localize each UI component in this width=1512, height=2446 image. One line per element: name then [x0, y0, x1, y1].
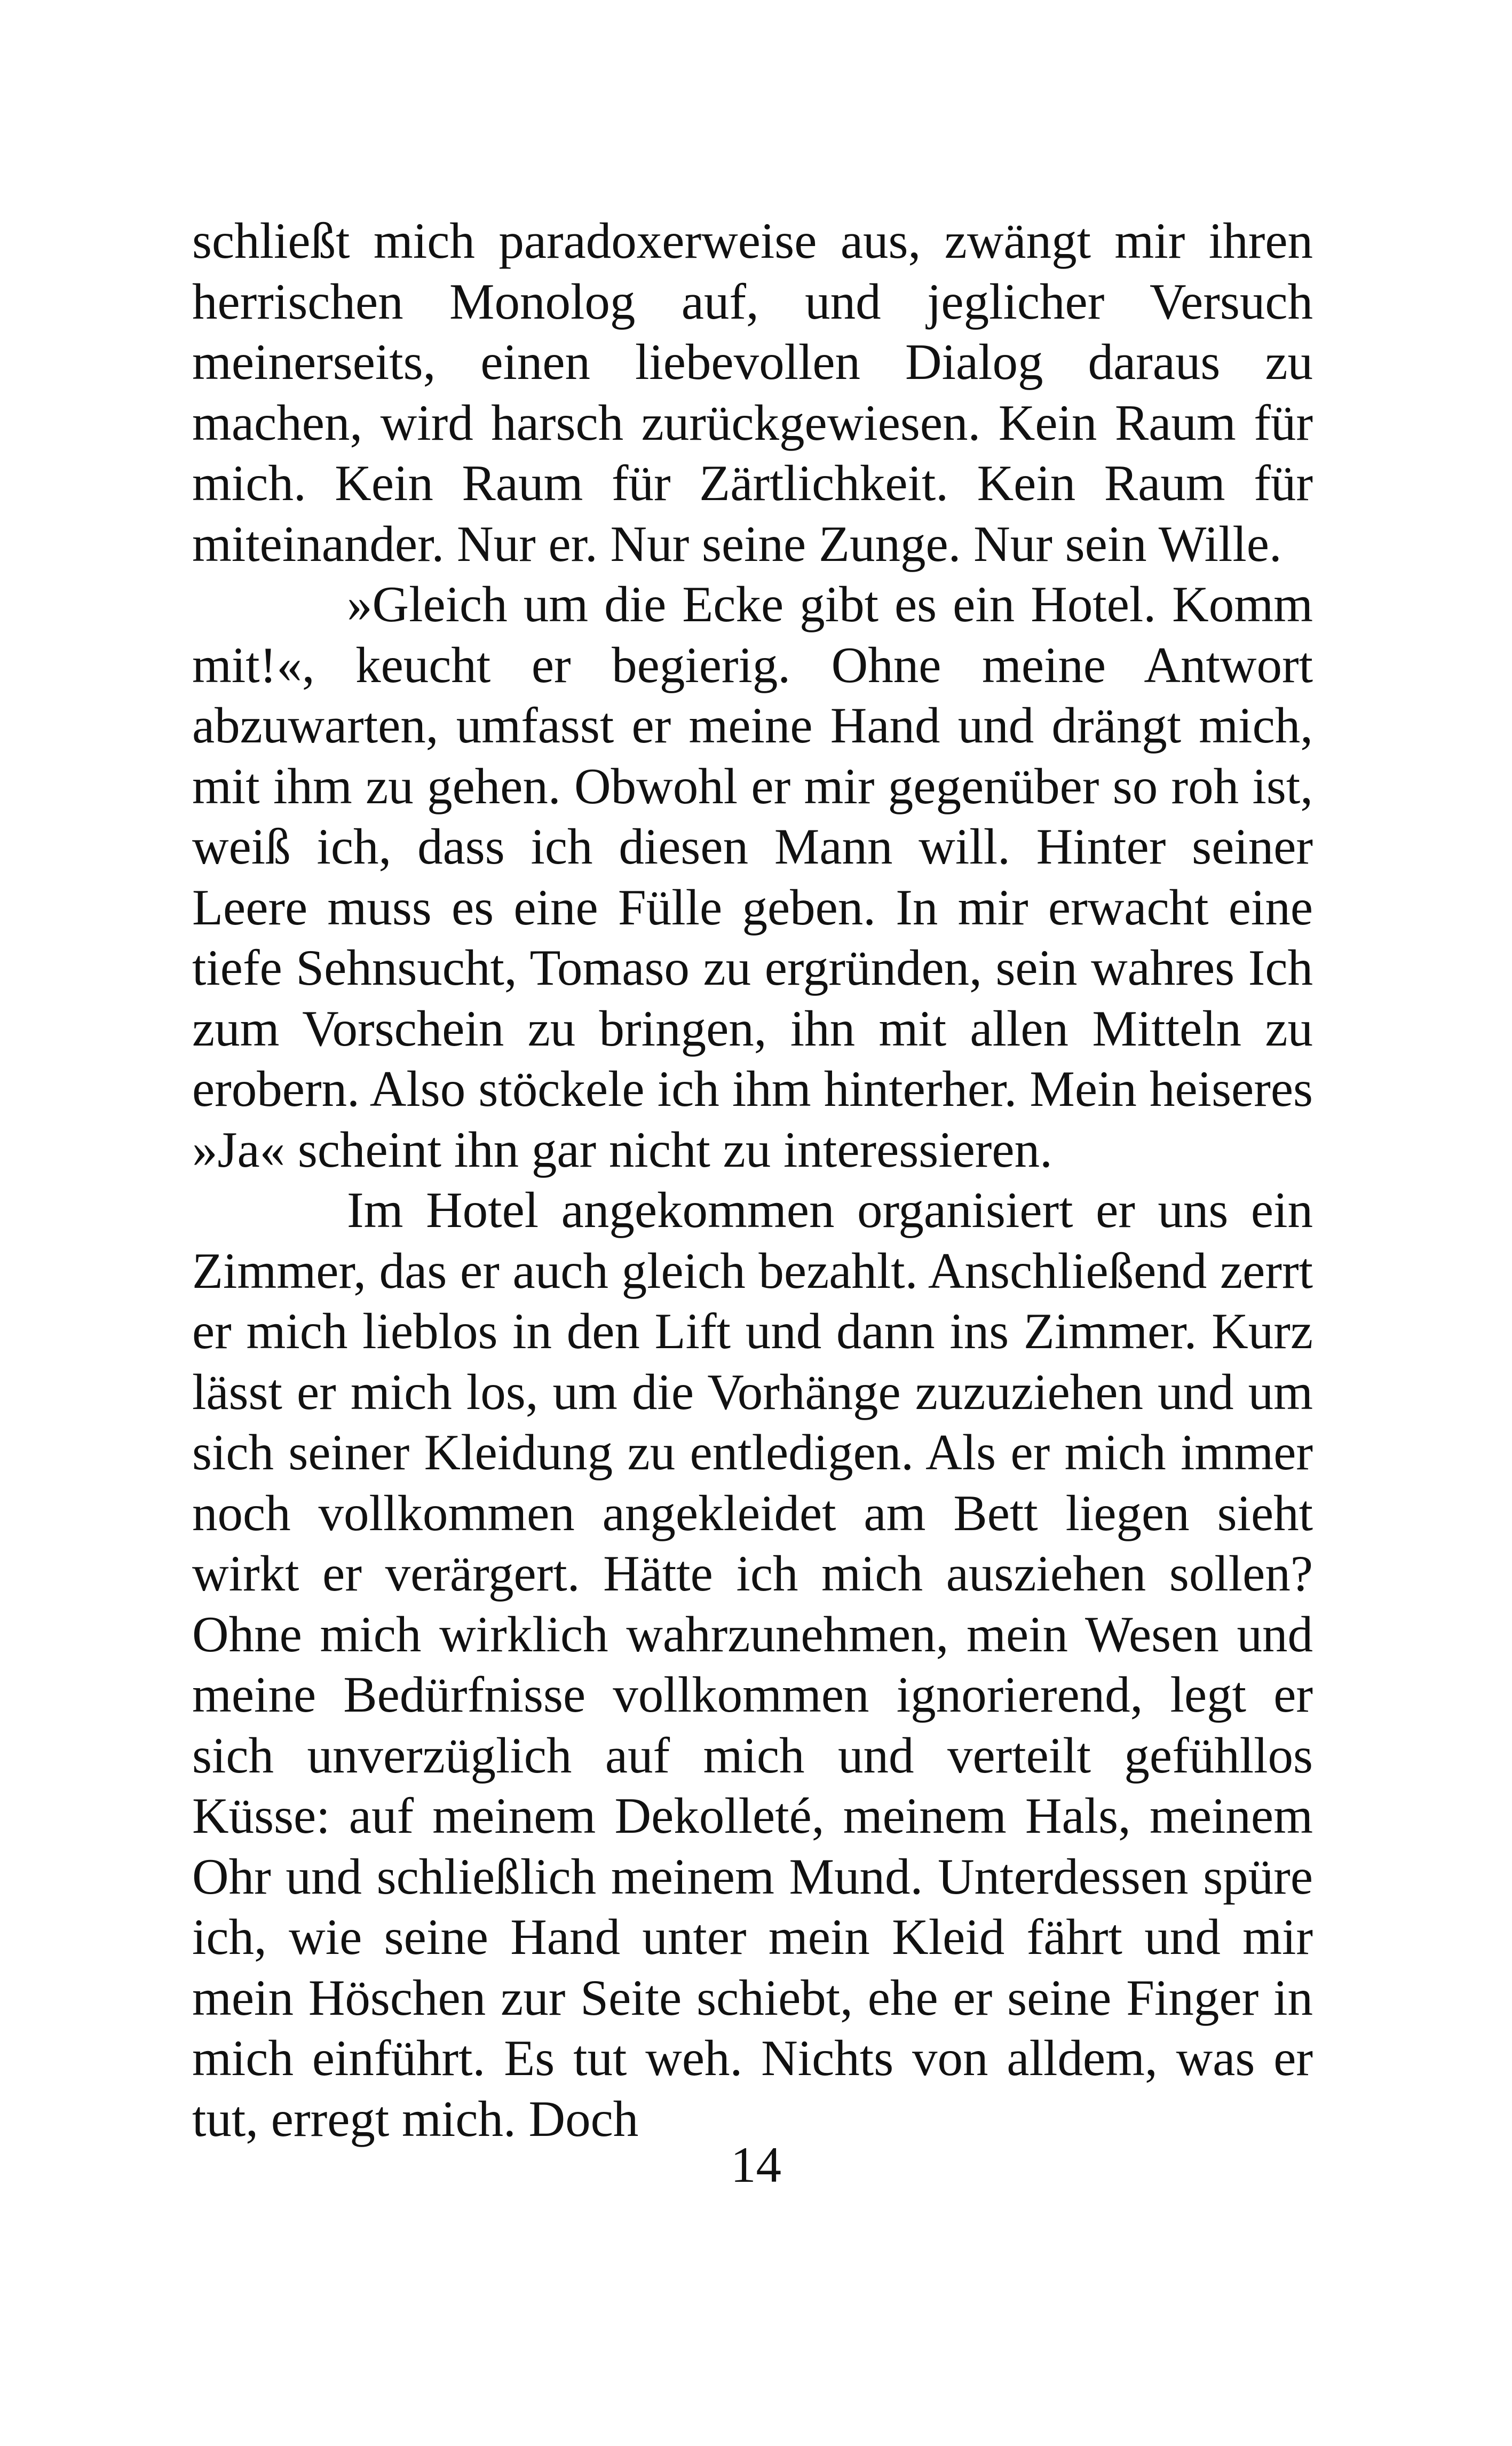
paragraph-hotel-invitation: »Gleich um die Ecke gibt es ein Hotel. Komm mit!«, keucht er begierig. Ohne meine Antwort abzuwarten, umfasst er meine Hand und drängt mich, mit ihm zu gehen. Obwohl er mir gegenüber so roh ist, weiß ich, dass ich diesen Mann will. Hinter seiner Leere muss es eine Fülle geben. In mir erwacht eine tiefe Sehnsucht, Tomaso zu ergründen, sein wahres Ich zum Vorschein zu bringen, ihn mit allen Mitteln zu erobern. Also stöckele ich ihm hinterher. Mein heiseres »Ja« scheint ihn gar nicht zu interessieren. — [192, 576, 1313, 1178]
page-number: 14 — [731, 2136, 781, 2193]
body-text — [192, 211, 1313, 2149]
paragraph-hotel-room: Im Hotel angekommen organisiert er uns ein Zimmer, das er auch gleich bezahlt. Anschließend zerrt er mich lieblos in den Lift und dann ins Zimmer. Kurz lässt er mich los, um die Vorhänge zuzuziehen und um sich seiner Kleidung zu entledigen. Als er mich immer noch vollkommen angekleidet am Bett liegen sieht wirkt er verärgert. Hätte ich mich ausziehen sollen? Ohne mich wirklich wahrzunehmen, mein Wesen und meine Bedürfnisse vollkommen ignorierend, legt er sich unverzüglich auf mich und verteilt gefühllos Küsse: auf meinem Dekolleté, meinem Hals, meinem Ohr und schließlich meinem Mund. Unterdessen spüre ich, wie seine Hand unter mein Kleid fährt und mir mein Höschen zur Seite schiebt, ehe er seine Finger in mich einführt. Es tut weh. Nichts von alldem, was er tut, erregt mich. Doch — [192, 1182, 1313, 2147]
paragraph-continued: schließt mich paradoxerweise aus, zwängt mir ihren herrischen Monolog auf, und jeglicher Versuch meinerseits, einen liebevollen Dialog daraus zu machen, wird harsch zurückgewiesen. Kein Raum für mich. Kein Raum für Zärtlichkeit. Kein Raum für miteinander. Nur er. Nur seine Zunge. Nur sein Wille. — [192, 212, 1313, 572]
